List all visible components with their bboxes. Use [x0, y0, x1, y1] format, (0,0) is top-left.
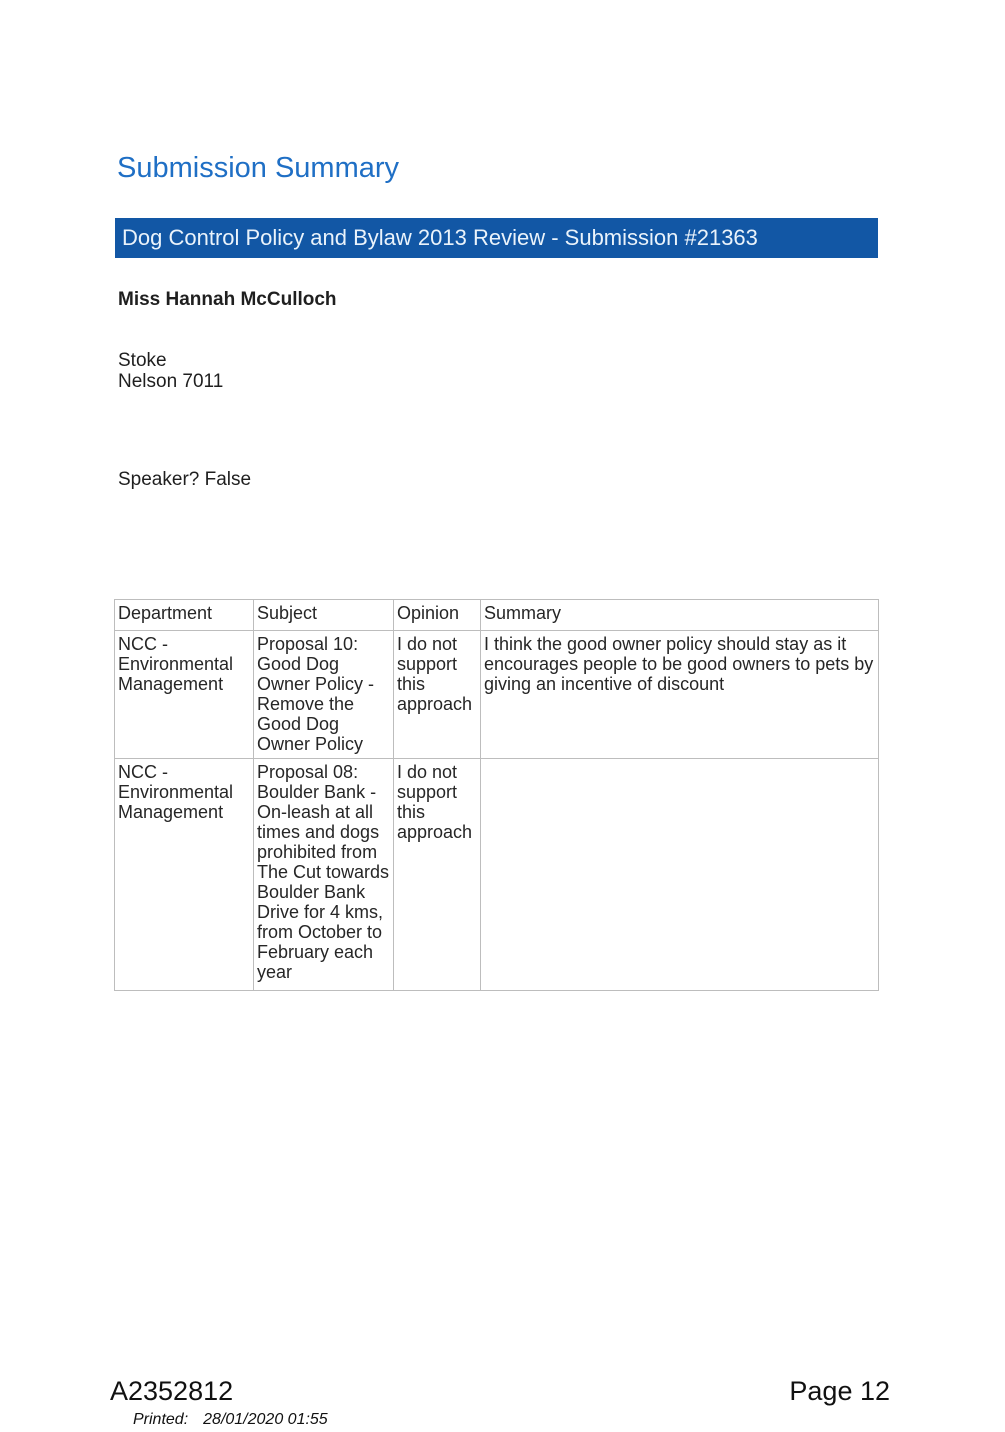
table-row	[115, 631, 879, 759]
submitter-name: Miss Hannah McCulloch	[118, 289, 337, 310]
address-line-city: Nelson 7011	[118, 371, 224, 392]
cell-summary	[481, 759, 879, 991]
cell-subject: Proposal 10: Good Dog Owner Policy - Remove the Good Dog Owner Policy	[254, 631, 394, 759]
submission-banner-text: Dog Control Policy and Bylaw 2013 Review - Submission #21363	[122, 225, 758, 250]
printed-datetime: 28/01/2020 01:55	[203, 1411, 328, 1428]
submissions-table	[114, 599, 879, 991]
table-header-row	[115, 600, 879, 631]
address-line-suburb: Stoke	[118, 350, 167, 371]
col-header-subject: Subject	[254, 600, 394, 631]
col-header-opinion: Opinion	[394, 600, 481, 631]
cell-opinion: I do not support this approach	[394, 759, 481, 991]
col-header-summary: Summary	[481, 600, 879, 631]
printed-label: Printed:	[133, 1411, 189, 1428]
page-number: Page 12	[789, 1376, 890, 1406]
table-row	[115, 759, 879, 991]
printed-timestamp	[133, 1411, 328, 1429]
page-title: Submission Summary	[117, 152, 400, 184]
document-id: A2352812	[110, 1376, 234, 1406]
col-header-department: Department	[115, 600, 254, 631]
submission-banner	[115, 218, 878, 258]
cell-opinion: I do not support this approach	[394, 631, 481, 759]
cell-department: NCC - Environmental Management	[115, 631, 254, 759]
submitter-address	[118, 350, 223, 392]
cell-subject: Proposal 08: Boulder Bank - On-leash at all times and dogs prohibited from The Cut towards Boulder Bank Drive for 4 kms, from October to February each year	[254, 759, 394, 991]
cell-summary: I think the good owner policy should stay as it encourages people to be good owners to pets by giving an incentive of discount	[481, 631, 879, 759]
cell-department: NCC - Environmental Management	[115, 759, 254, 991]
speaker-status: Speaker? False	[118, 469, 252, 490]
